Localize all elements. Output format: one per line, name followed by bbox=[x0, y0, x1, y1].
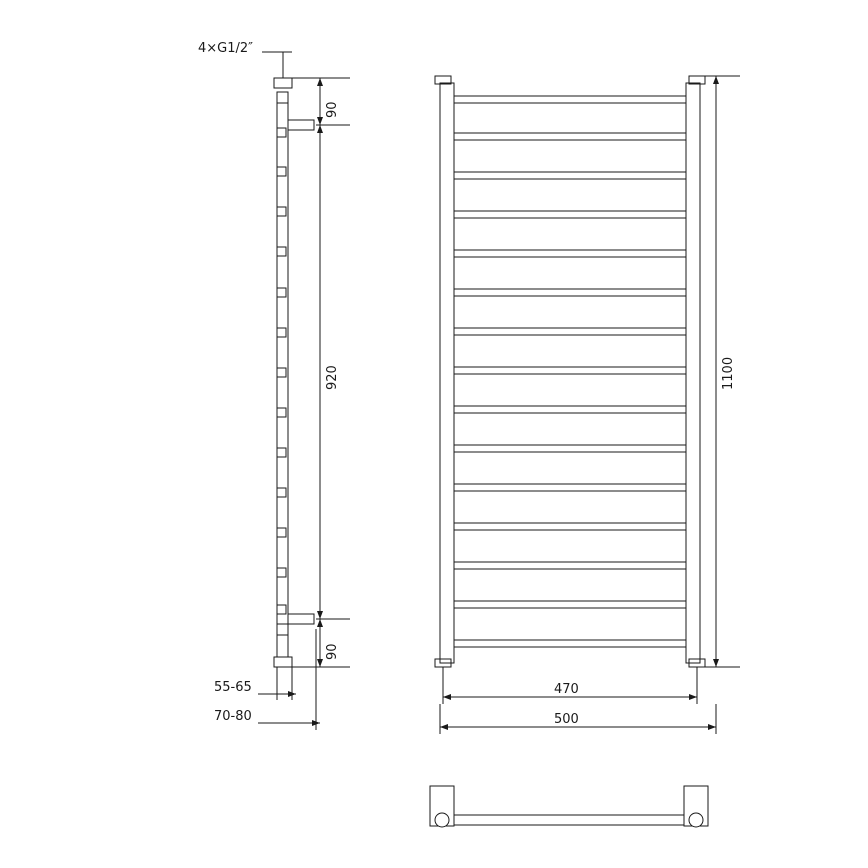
top-view bbox=[430, 786, 708, 827]
side-view bbox=[274, 78, 314, 667]
arrow-bottom-90-up bbox=[317, 619, 323, 627]
dim-overall-width-text: 500 bbox=[554, 712, 579, 727]
dim-overall-height-text: 1100 bbox=[721, 356, 736, 390]
side-view-dimensions bbox=[198, 41, 350, 730]
side-bottom-connector bbox=[277, 624, 288, 635]
side-top-connector bbox=[277, 92, 288, 103]
side-bottom-header bbox=[274, 657, 292, 667]
dim-bottom-offset-text: 90 bbox=[325, 643, 340, 660]
arrow-920-up bbox=[317, 125, 323, 133]
arrow-top-90-down bbox=[317, 117, 323, 125]
plan-left-connection bbox=[435, 813, 449, 827]
arrow-470-right bbox=[689, 694, 697, 700]
arrow-top-90-up bbox=[317, 78, 323, 86]
dim-top-offset-text: 90 bbox=[325, 101, 340, 118]
dim-bar-width-text: 470 bbox=[554, 682, 579, 697]
dim-wall-distance-small-text: 55-65 bbox=[214, 680, 252, 695]
arrow-920-down bbox=[317, 611, 323, 619]
front-rails bbox=[454, 96, 686, 647]
arrow-bottom-90-down bbox=[317, 659, 323, 667]
side-lower-bracket bbox=[288, 614, 314, 624]
side-top-header bbox=[274, 78, 292, 88]
front-view bbox=[435, 76, 705, 667]
front-view-dimensions bbox=[440, 76, 740, 734]
arrow-470-left bbox=[443, 694, 451, 700]
dim-wall-distance-large-text: 70-80 bbox=[214, 709, 252, 724]
plan-right-connection bbox=[689, 813, 703, 827]
side-upper-bracket bbox=[288, 120, 314, 130]
front-left-post bbox=[440, 83, 454, 663]
arrow-1100-down bbox=[713, 659, 719, 667]
arrow-500-right bbox=[708, 724, 716, 730]
side-rail-stubs bbox=[277, 128, 286, 614]
dim-bracket-centres-text: 920 bbox=[325, 365, 340, 390]
dim-connections-text: 4×G1/2″ bbox=[198, 41, 254, 56]
arrow-1100-up bbox=[713, 76, 719, 84]
front-right-post bbox=[686, 83, 700, 663]
arrow-500-left bbox=[440, 724, 448, 730]
